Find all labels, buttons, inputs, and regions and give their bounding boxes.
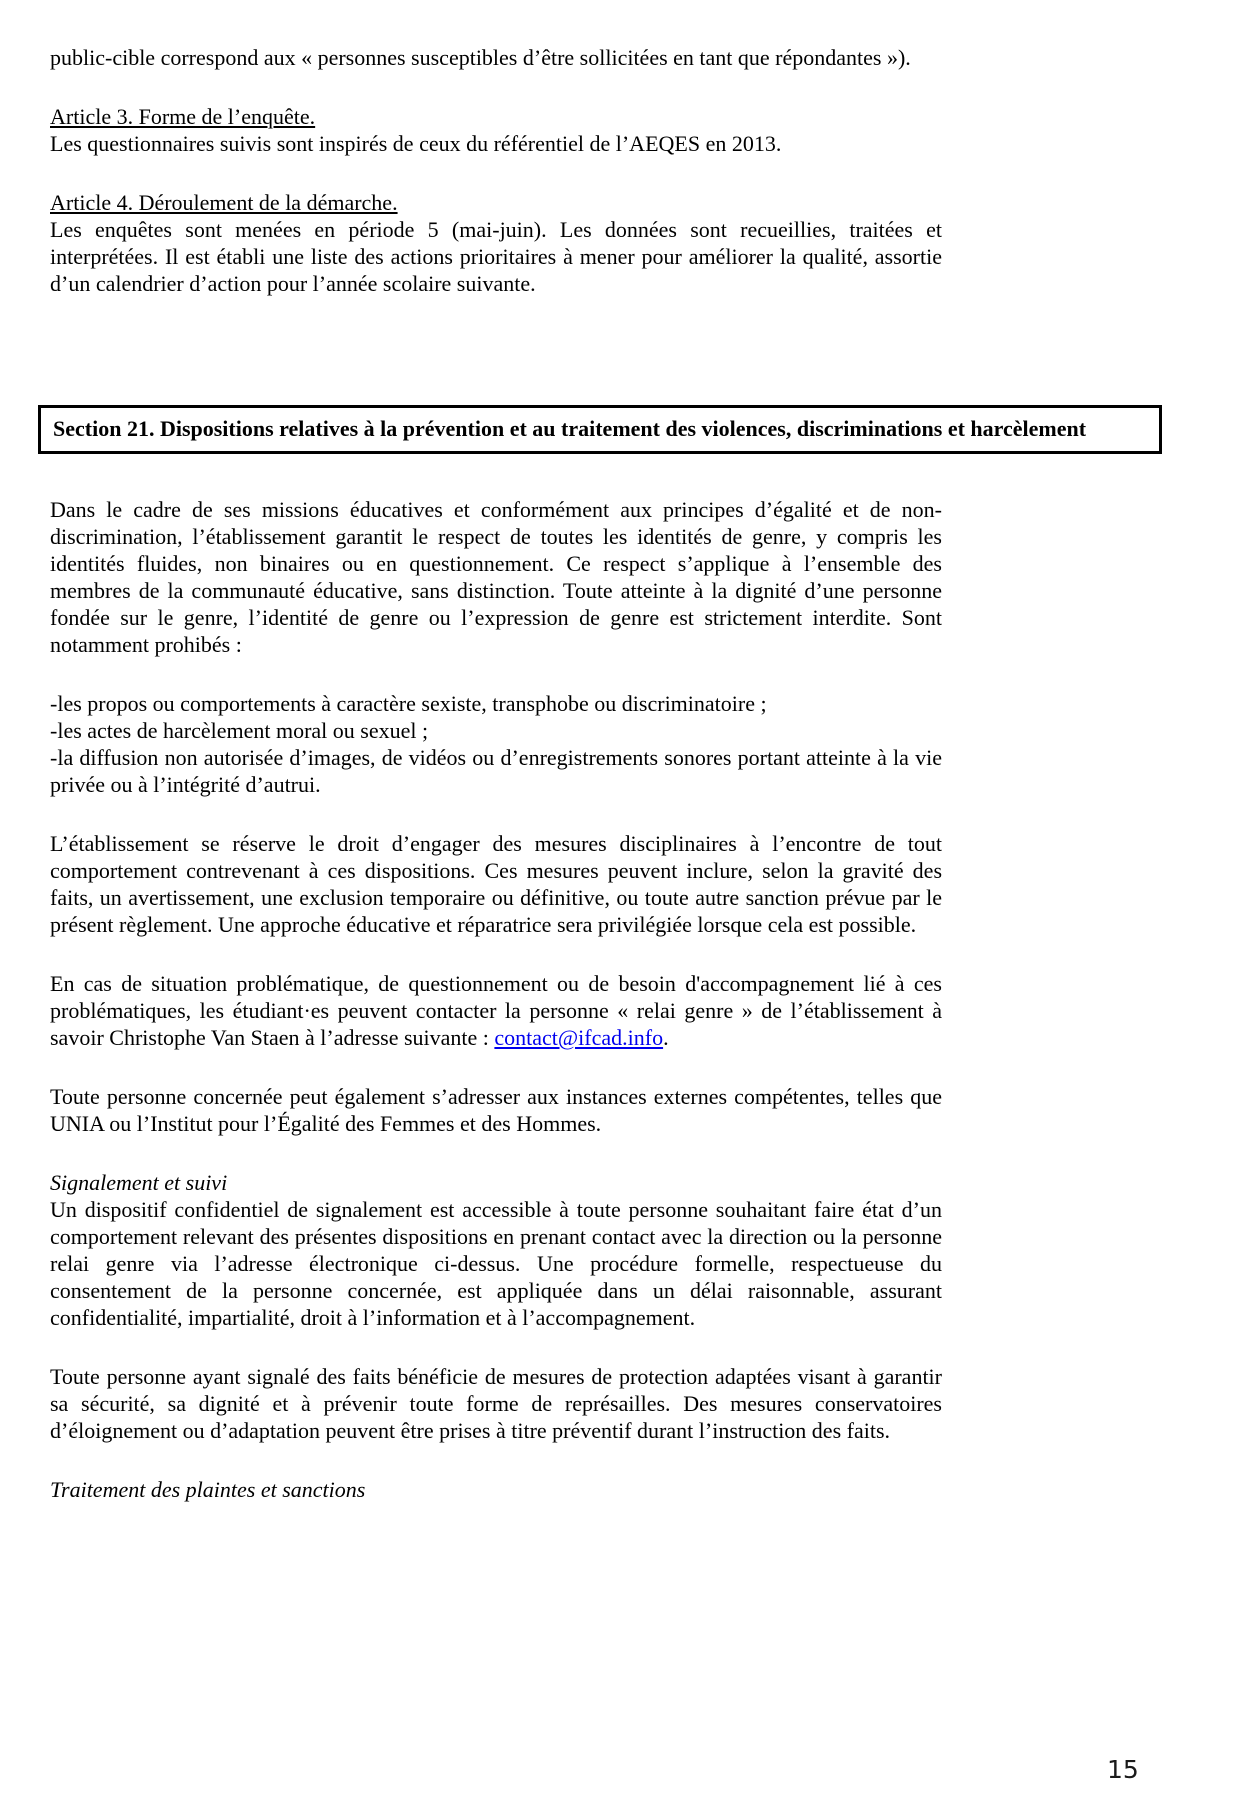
document-body	[50, 44, 1087, 1503]
article-4-body: Les enquêtes sont menées en période 5 (mai-juin). Les données sont recueillies, traitées et interprétées. Il est établi une liste des actions prioritaires à mener pour améliorer la qualité, assortie d’un calendrier d’action pour l’année scolaire suivante.	[50, 217, 942, 296]
traitement-heading: Traitement des plaintes et sanctions	[50, 1477, 366, 1502]
protection-paragraph: Toute personne ayant signalé des faits bénéficie de mesures de protection adaptées visant à garantir sa sécurité, sa dignité et à prévenir toute forme de représailles. Des mesures conservatoires d’éloignement ou d’adaptation peuvent être prises à titre préventif durant l’instruction des faits.	[50, 1364, 942, 1443]
contact-paragraph-text: En cas de situation problématique, de questionnement ou de besoin d'accompagnement lié à ces problématiques, les étudiant·es peuvent contacter la personne « relai genre » de l’établissement à savoir Christophe Van Staen à l’adresse suivante :	[50, 971, 942, 1050]
section-21-intro-paragraph: Dans le cadre de ses missions éducatives et conformément aux principes d’égalité et de non-discrimination, l’établissement garantit le respect de toutes les identités de genre, y compris les identités fluides, non binaires ou en questionnement. Ce respect s’applique à l’ensemble des membres de la communauté éducative, sans distinction. Toute atteinte à la dignité d’une personne fondée sur le genre, l’identité de genre ou l’expression de genre est strictement interdite. Sont notamment prohibés :	[50, 497, 942, 657]
contact-paragraph	[50, 970, 942, 1051]
article-3-body: Les questionnaires suivis sont inspirés de ceux du référentiel de l’AEQES en 2013.	[50, 131, 782, 156]
contact-paragraph-suffix: .	[663, 1025, 669, 1050]
page-number: 15	[1107, 1755, 1139, 1784]
article-3-heading: Article 3. Forme de l’enquête.	[50, 104, 316, 129]
section-21-heading-box	[38, 405, 1162, 454]
signalement-body: Un dispositif confidentiel de signalement est accessible à toute personne souhaitant faire état d’un comportement relevant des présentes dispositions en prenant contact avec la direction ou la personne relai genre via l’adresse électronique ci-dessus. Une procédure formelle, respectueuse du consentement de la personne concernée, est appliquée dans un délai raisonnable, assurant confidentialité, impartialité, droit à l’information et à l’accompagnement.	[50, 1197, 942, 1330]
list-item-sexist-remarks: -les propos ou comportements à caractère sexiste, transphobe ou discriminatoire ;	[50, 691, 767, 716]
prohibited-behaviours-list	[50, 690, 942, 798]
disciplinary-measures-paragraph: L’établissement se réserve le droit d’engager des mesures disciplinaires à l’encontre de tout comportement contrevenant à ces dispositions. Ces mesures peuvent inclure, selon la gravité des faits, un avertissement, une exclusion temporaire ou définitive, ou toute autre sanction prévue par le présent règlement. Une approche éducative et réparatrice sera privilégiée lorsque cela est possible.	[50, 831, 942, 937]
signalement-heading: Signalement et suivi	[50, 1170, 228, 1195]
section-21-heading: Section 21. Dispositions relatives à la prévention et au traitement des violences, discriminations et harcèlement	[53, 416, 1087, 441]
list-item-unauthorized-diffusion: -la diffusion non autorisée d’images, de vidéos ou d’enregistrements sonores portant atteinte à la vie privée ou à l’intégrité d’autrui.	[50, 745, 942, 797]
article-4-heading: Article 4. Déroulement de la démarche.	[50, 190, 398, 215]
continuation-paragraph: public-cible correspond aux « personnes susceptibles d’être sollicitées en tant que répondantes »).	[50, 45, 911, 70]
external-bodies-paragraph: Toute personne concernée peut également s’adresser aux instances externes compétentes, telles que UNIA ou l’Institut pour l’Égalité des Femmes et des Hommes.	[50, 1084, 942, 1136]
contact-email-link[interactable]: contact@ifcad.info	[494, 1025, 664, 1050]
list-item-harassment: -les actes de harcèlement moral ou sexuel ;	[50, 718, 429, 743]
